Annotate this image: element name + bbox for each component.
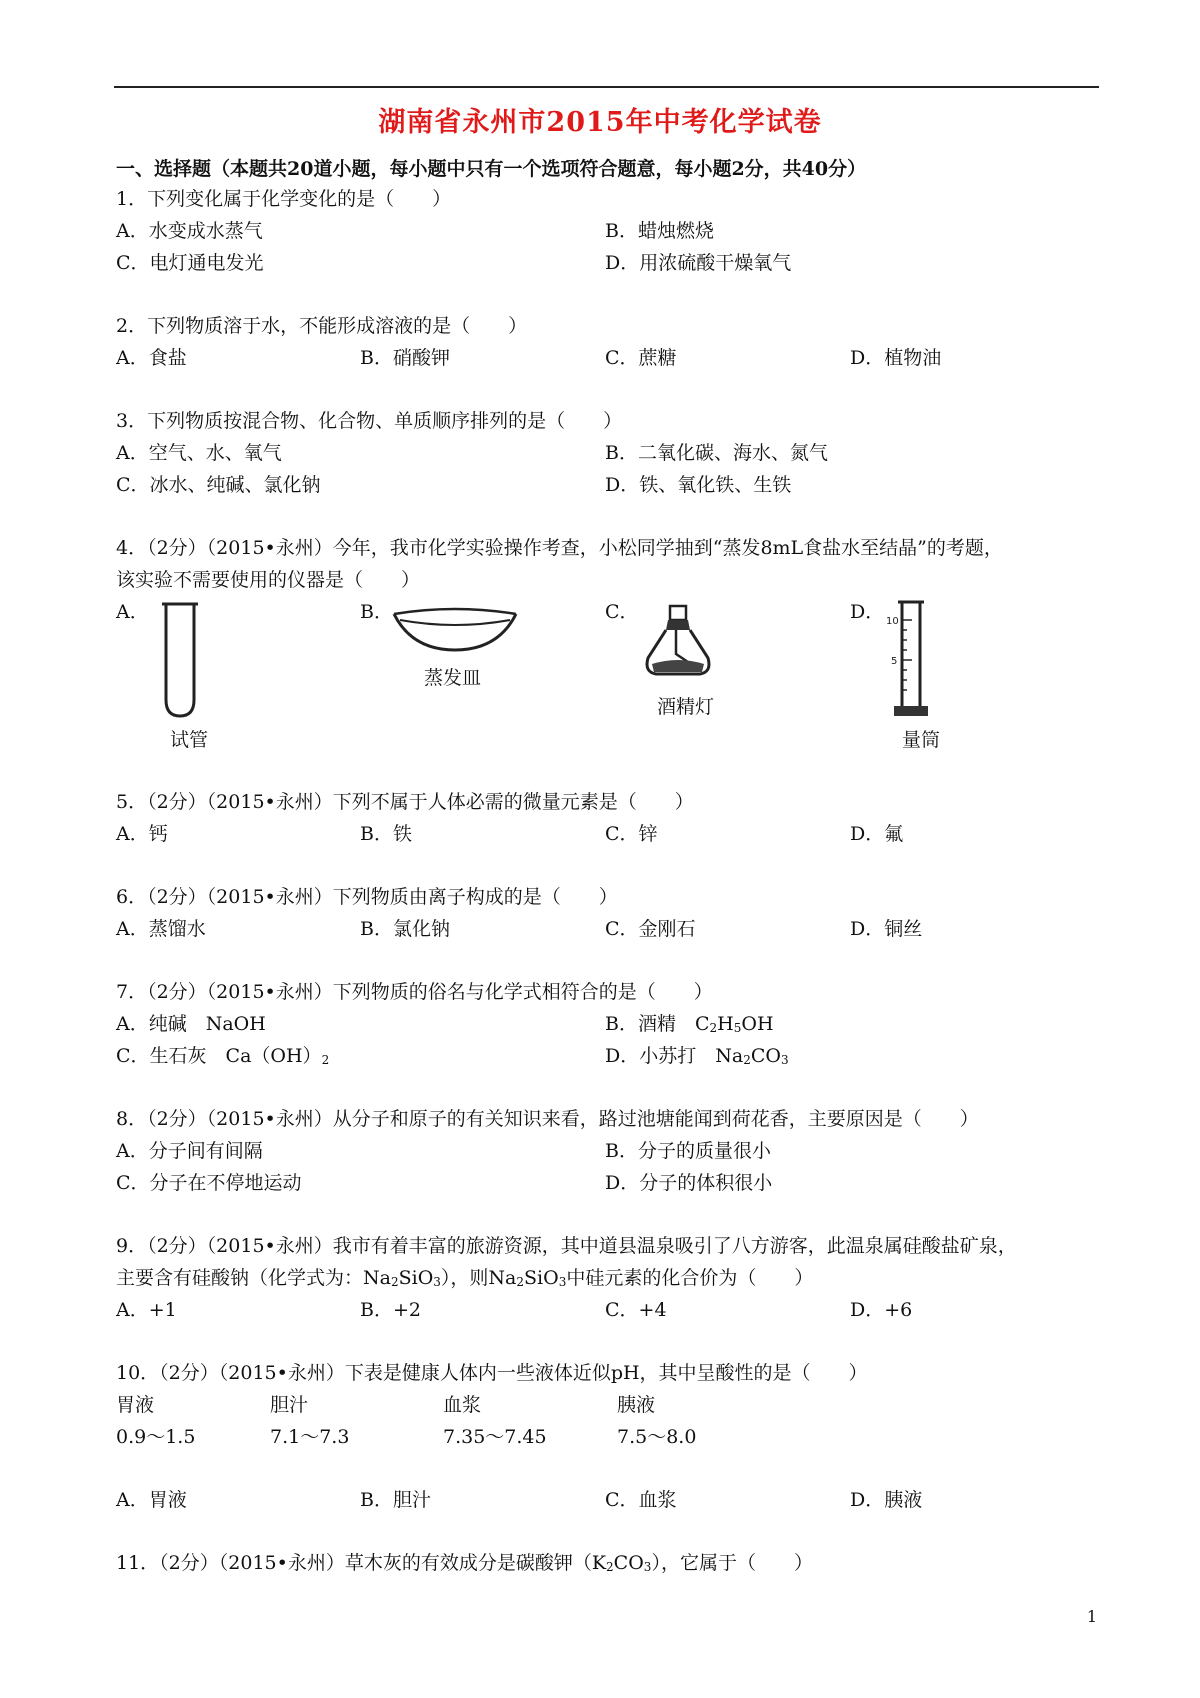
- ph-table-header-1: 胃液: [116, 1394, 155, 1416]
- ph-table-header-3: 血浆: [443, 1394, 482, 1416]
- cylinder-tick-10: 10: [886, 616, 899, 627]
- caption-measuring-cylinder: 量筒: [902, 729, 941, 751]
- question-9-line2: 主要含有硅酸钠（化学式为：$Na_2SiO_3$），则$Na_2SiO_3$中硅元素的化合价为（ ）: [116, 1267, 814, 1289]
- q1-option-b: B．蜡烛燃烧: [605, 220, 714, 242]
- caption-test-tube: 试管: [170, 729, 209, 751]
- q10-option-c: C．血浆: [605, 1489, 677, 1511]
- q5-option-c: C．锌: [605, 823, 658, 845]
- q10-option-a: A．胃液: [116, 1489, 187, 1511]
- q3-option-a: A．空气、水、氧气: [116, 442, 282, 464]
- q7-option-c: C．生石灰 $Ca(OH)_2$: [116, 1045, 330, 1067]
- q1-option-a: A．水变成水蒸气: [116, 220, 263, 242]
- q2-option-c: C．蔗糖: [605, 347, 677, 369]
- q5-option-d: D．氟: [850, 823, 904, 845]
- q3-option-b: B．二氧化碳、海水、氮气: [605, 442, 828, 464]
- q5-option-a: A．钙: [116, 823, 168, 845]
- q8-option-c: C．分子在不停地运动: [116, 1172, 302, 1194]
- q1-option-d: D．用浓硫酸干燥氧气: [605, 252, 792, 274]
- ph-table-value-1: 0.9～1.5: [116, 1426, 196, 1448]
- alcohol-lamp-icon: [638, 604, 718, 684]
- question-6: 6．（2分）（2015•永州）下列物质由离子构成的是（ ）: [116, 886, 618, 908]
- q1-option-c: C．电灯通电发光: [116, 252, 264, 274]
- q9-option-a: A．+1: [116, 1299, 177, 1321]
- q9-option-b: B．+2: [360, 1299, 421, 1321]
- q4-option-b: B．: [360, 601, 393, 623]
- question-4-line2: 该实验不需要使用的仪器是（ ）: [116, 569, 421, 591]
- q4-option-c: C．: [605, 601, 639, 623]
- question-10: 10．（2分）（2015•永州）下表是健康人体内一些液体近似pH，其中呈酸性的是（ ）: [116, 1362, 868, 1384]
- q9-option-d: D．+6: [850, 1299, 913, 1321]
- question-1: 1．下列变化属于化学变化的是（ ）: [116, 188, 452, 210]
- ph-table-header-2: 胆汁: [270, 1394, 309, 1416]
- page-number: 1: [1086, 1607, 1097, 1626]
- q5-option-b: B．铁: [360, 823, 412, 845]
- q6-option-b: B．氯化钠: [360, 918, 450, 940]
- q7-option-a: A．纯碱 NaOH: [116, 1013, 266, 1035]
- question-7: 7．（2分）（2015•永州）下列物质的俗名与化学式相符合的是（ ）: [116, 981, 713, 1003]
- q2-option-a: A．食盐: [116, 347, 187, 369]
- q10-option-b: B．胆汁: [360, 1489, 431, 1511]
- question-9: 9．（2分）（2015•永州）我市有着丰富的旅游资源，其中道县温泉吸引了八方游客，此温泉属硅酸盐矿泉，: [116, 1235, 1017, 1257]
- ph-table-value-4: 7.5～8.0: [617, 1426, 697, 1448]
- header-rule: [114, 86, 1099, 88]
- question-11: 11．（2分）（2015•永州）草木灰的有效成分是碳酸钾$(K_2CO_3)$，它属于（ ）: [116, 1552, 813, 1574]
- section-heading: 一、选择题（本题共20道小题，每小题中只有一个选项符合题意，每小题2分，共40分）: [116, 158, 867, 180]
- q10-option-d: D．胰液: [850, 1489, 923, 1511]
- question-2: 2．下列物质溶于水，不能形成溶液的是（ ）: [116, 315, 528, 337]
- ph-table-value-3: 7.35～7.45: [443, 1426, 547, 1448]
- measuring-cylinder-icon: [880, 600, 940, 720]
- caption-evaporating-dish: 蒸发皿: [424, 667, 482, 689]
- q7-option-b: B．酒精 $C_2H_5OH$: [605, 1013, 774, 1035]
- q9-option-c: C．+4: [605, 1299, 667, 1321]
- question-8: 8．（2分）（2015•永州）从分子和原子的有关知识来看，路过池塘能闻到荷花香，主要原因是（ ）: [116, 1108, 979, 1130]
- q6-option-d: D．铜丝: [850, 918, 923, 940]
- q8-option-a: A．分子间有间隔: [116, 1140, 263, 1162]
- q6-option-a: A．蒸馏水: [116, 918, 206, 940]
- caption-alcohol-lamp: 酒精灯: [657, 696, 715, 718]
- cylinder-tick-5: 5: [891, 656, 898, 667]
- q7-option-d: D．小苏打 $Na_2CO_3$: [605, 1045, 789, 1067]
- q8-option-d: D．分子的体积很小: [605, 1172, 773, 1194]
- ph-table-header-4: 胰液: [617, 1394, 656, 1416]
- question-3: 3．下列物质按混合物、化合物、单质顺序排列的是（ ）: [116, 410, 623, 432]
- q3-option-d: D．铁、氧化铁、生铁: [605, 474, 792, 496]
- q3-option-c: C．冰水、纯碱、氯化钠: [116, 474, 321, 496]
- q2-option-d: D．植物油: [850, 347, 942, 369]
- test-tube-icon: [150, 602, 210, 722]
- q2-option-b: B．硝酸钾: [360, 347, 450, 369]
- evaporating-dish-icon: [390, 606, 520, 656]
- q8-option-b: B．分子的质量很小: [605, 1140, 771, 1162]
- q4-option-a: A．: [116, 601, 149, 623]
- question-4: 4．（2分）（2015•永州）今年，我市化学实验操作考查，小松同学抽到“蒸发8mL食盐水至结晶”的考题，: [116, 537, 1003, 559]
- page-title: 湖南省永州市2015年中考化学试卷: [378, 107, 822, 138]
- q4-option-d: D．: [850, 601, 885, 623]
- ph-table-value-2: 7.1～7.3: [270, 1426, 350, 1448]
- q6-option-c: C．金刚石: [605, 918, 696, 940]
- question-5: 5．（2分）（2015•永州）下列不属于人体必需的微量元素是（ ）: [116, 791, 694, 813]
